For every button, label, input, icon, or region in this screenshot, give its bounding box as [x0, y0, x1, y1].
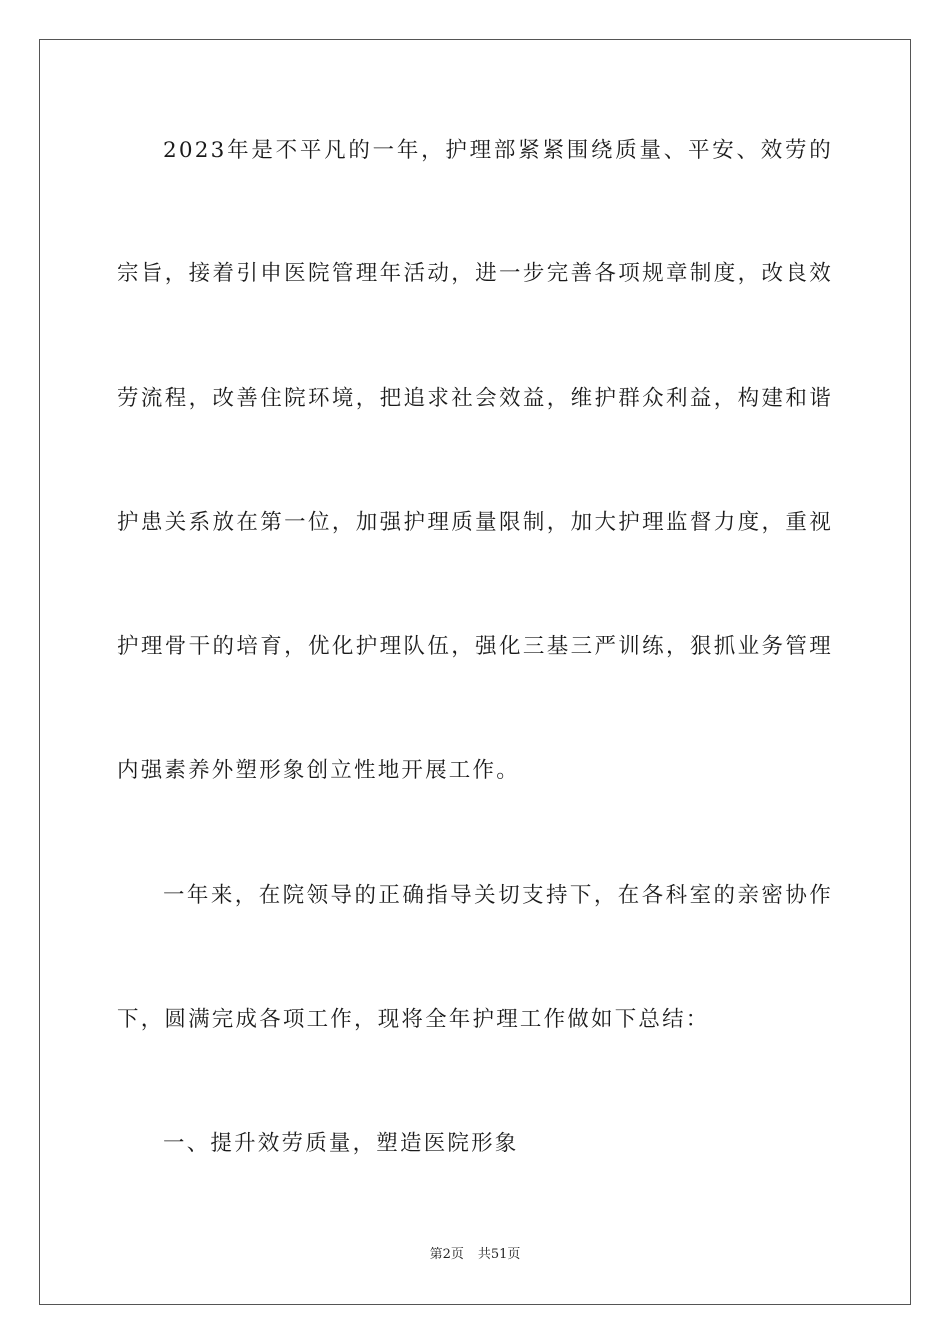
page-total: 共51页 — [477, 1247, 521, 1262]
page-number: 第2页 — [429, 1247, 464, 1262]
page-border — [39, 39, 911, 1305]
paragraph-2-line-1: 一年来，在院领导的正确指导关切支持下，在各科室的亲密协作 — [163, 883, 833, 908]
paragraph-1-line-6: 内强素养外塑形象创立性地开展工作。 — [117, 758, 520, 783]
paragraph-1-line-1: 2023年是不平凡的一年，护理部紧紧围绕质量、平安、效劳的 — [163, 138, 833, 163]
page-footer — [0, 1246, 950, 1264]
paragraph-1-line-2: 宗旨，接着引申医院管理年活动，进一步完善各项规章制度，改良效 — [117, 261, 833, 286]
paragraph-1-line-4: 护患关系放在第一位，加强护理质量限制，加大护理监督力度，重视 — [117, 510, 833, 535]
paragraph-1-line-5: 护理骨干的培育，优化护理队伍，强化三基三严训练，狠抓业务管理 — [117, 634, 833, 659]
paragraph-2-line-2: 下，圆满完成各项工作，现将全年护理工作做如下总结： — [117, 1007, 710, 1032]
section-heading: 一、提升效劳质量，塑造医院形象 — [163, 1131, 519, 1156]
paragraph-1-line-3: 劳流程，改善住院环境，把追求社会效益，维护群众利益，构建和谐 — [117, 386, 833, 411]
